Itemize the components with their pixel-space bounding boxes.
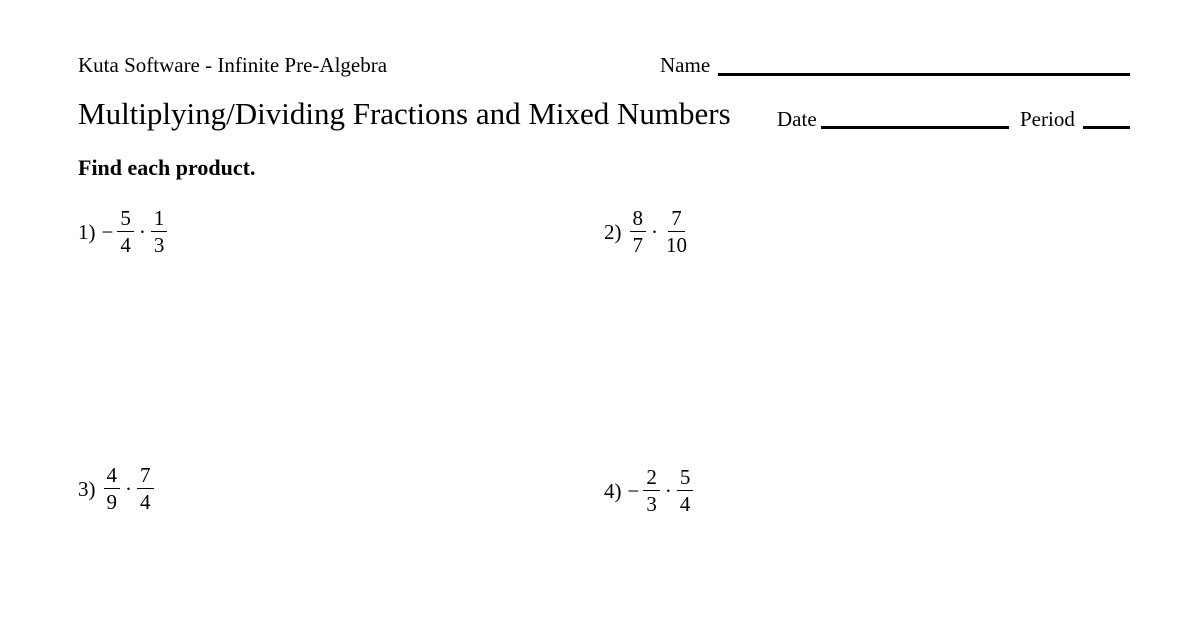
denominator: 7 [632,233,643,257]
denominator: 4 [140,490,151,514]
fraction-b [663,207,690,256]
problem-1 [78,207,169,256]
multiply-dot: · [664,478,672,503]
negative-sign: − [101,219,114,244]
period-label: Period [1020,107,1075,131]
fraction-b [137,464,154,513]
fraction-a [104,464,121,513]
negative-sign: − [627,478,640,503]
fraction-b [677,466,694,515]
numerator: 1 [151,207,168,232]
software-title: Kuta Software - Infinite Pre-Algebra [78,53,388,77]
denominator: 3 [153,233,165,257]
denominator: 4 [679,492,691,516]
fraction-a [630,207,647,256]
fraction-a [643,466,660,515]
problem-number: 2) [604,219,622,244]
name-label: Name [660,53,711,77]
numerator: 2 [643,466,660,491]
multiply-dot: · [125,476,132,501]
worksheet-title: Multiplying/Dividing Fractions and Mixed Numbers [78,96,731,131]
denominator: 10 [666,233,687,257]
fraction-b [151,207,168,256]
numerator: 5 [677,466,694,491]
denominator: 4 [120,233,131,257]
numerator: 7 [137,464,154,489]
problem-number: 4) [604,478,622,503]
date-blank-line[interactable] [821,126,1009,129]
problem-3 [78,464,156,513]
numerator: 7 [668,207,685,232]
problem-4 [604,466,695,515]
fraction-a [117,207,134,256]
numerator: 8 [630,207,647,232]
problem-number: 1) [78,219,96,244]
multiply-dot: · [651,219,658,244]
date-label: Date [777,107,817,131]
denominator: 9 [106,490,117,514]
numerator: 4 [104,464,121,489]
problem-number: 3) [78,476,96,501]
multiply-dot: · [138,219,146,244]
instruction-text: Find each product. [78,155,256,180]
name-blank-line[interactable] [718,73,1130,76]
problem-2 [604,207,692,256]
numerator: 5 [117,207,134,232]
period-blank-line[interactable] [1083,126,1130,129]
denominator: 3 [646,492,657,516]
